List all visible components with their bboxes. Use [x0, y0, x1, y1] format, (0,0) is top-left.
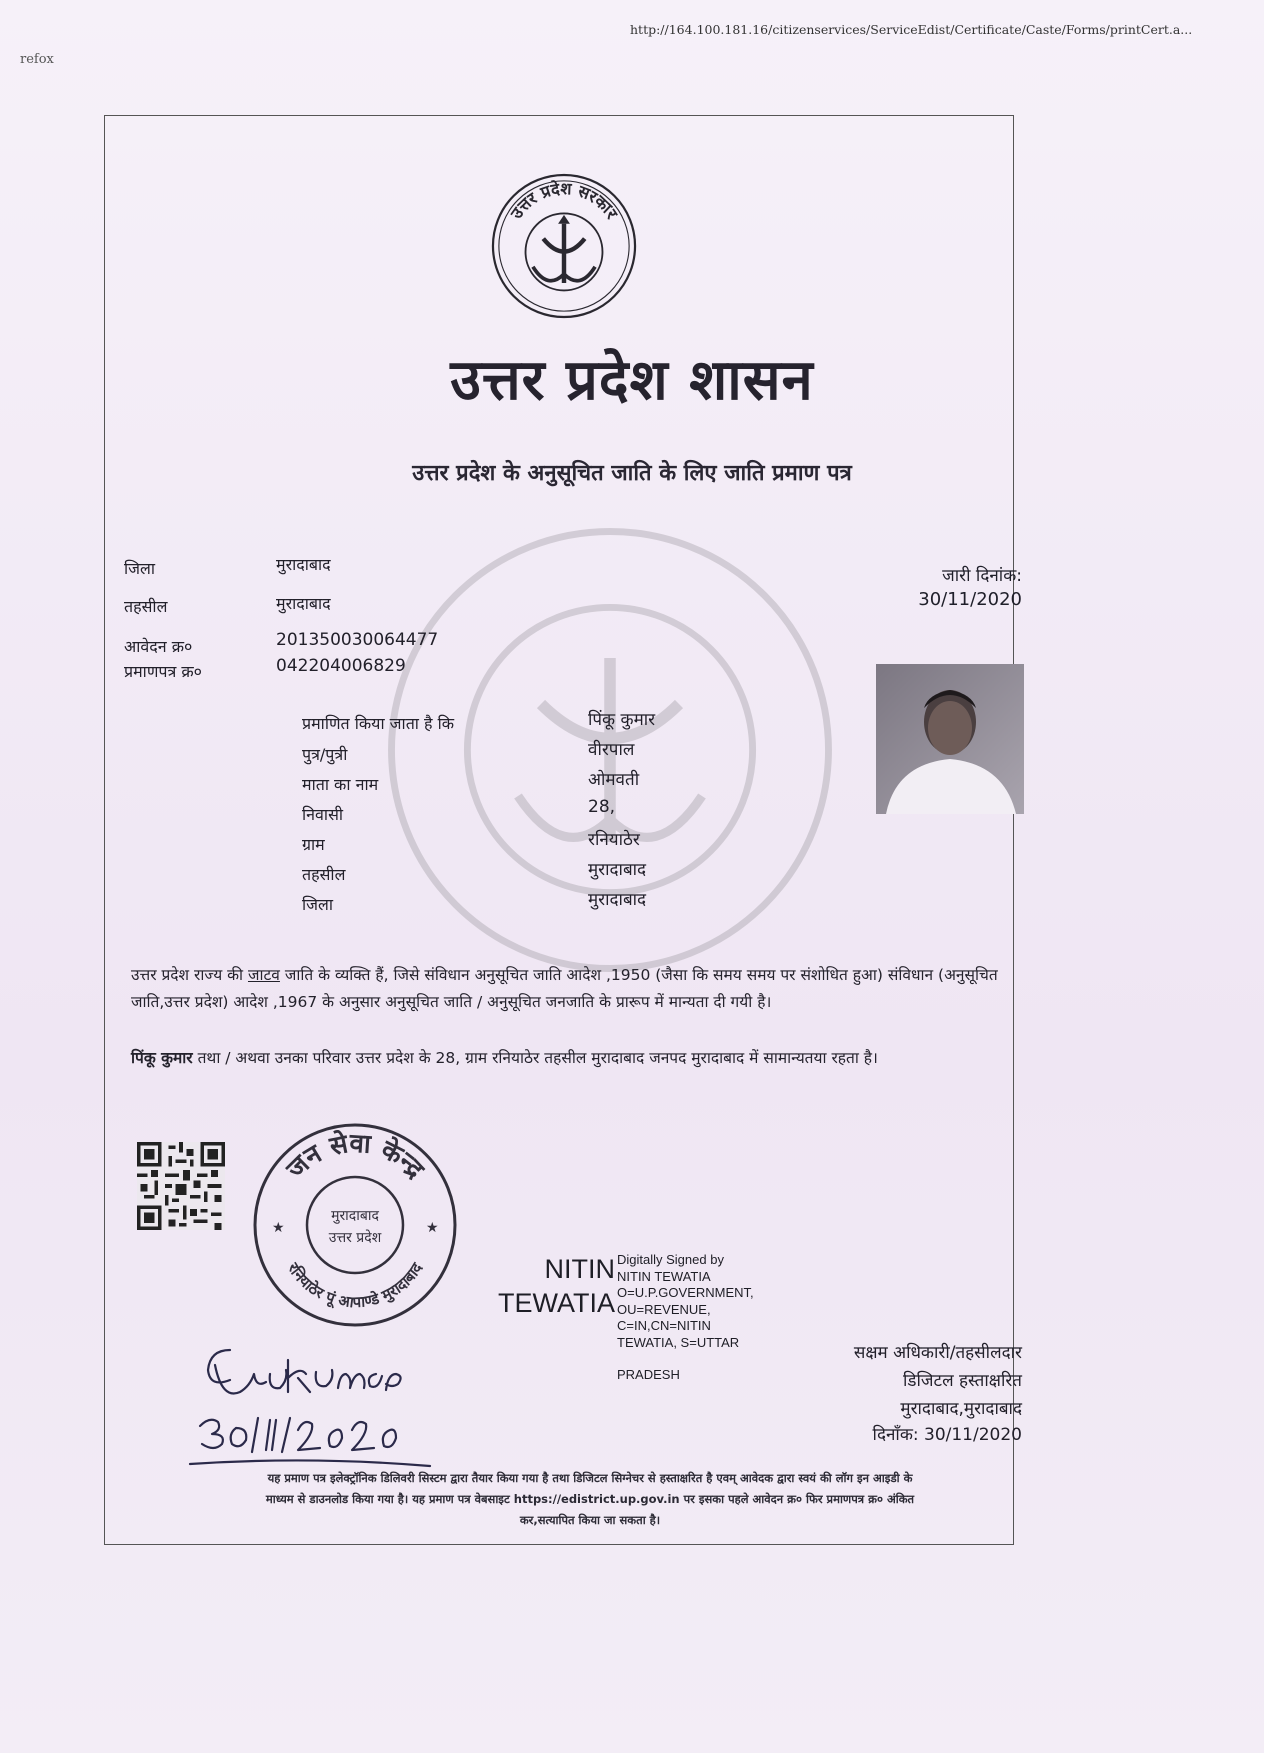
authority-date: दिनाँक: 30/11/2020	[872, 1425, 1022, 1445]
statement-part-1: उत्तर प्रदेश राज्य की	[131, 966, 244, 984]
signature-line: O=U.P.GOVERNMENT,	[617, 1285, 754, 1300]
stamp-bottom-text: रनियाठेर पूं आपाण्डे मुरादाबाद	[284, 1259, 426, 1312]
resident-label: निवासी	[302, 805, 344, 824]
tehsil-value: मुरादाबाद	[276, 594, 331, 613]
handwritten-signature	[170, 1330, 470, 1480]
digital-signer-name	[475, 1252, 615, 1320]
tehsil-label: तहसील	[124, 597, 168, 616]
emblem-text: उत्तर प्रदेश सरकार	[506, 179, 622, 223]
caste-name: जाटव	[247, 966, 280, 984]
stamp-center-line-2: उत्तर प्रदेश	[328, 1230, 382, 1246]
footer-line-1: यह प्रमाण पत्र इलेक्ट्रॉनिक डिलिवरी सिस्टम द्वारा तैयार किया गया है तथा डिजिटल सिग्नेचर से हस्ताक्षरित है एवम् आवेदक द्वारा स्वयं की लॉग इन आइडी के	[267, 1471, 913, 1485]
certificate-number-value: 042204006829	[276, 656, 406, 676]
signer-last-name: TEWATIA	[498, 1288, 615, 1318]
signature-line: NITIN TEWATIA	[617, 1268, 711, 1284]
government-title: उत्तर प्रदेश शासन	[450, 348, 814, 413]
certificate-title: उत्तर प्रदेश के अनुसूचित जाति के लिए जाति प्रमाण पत्र	[412, 461, 852, 486]
print-url: http://164.100.181.16/citizenservices/ServiceEdist/Certificate/Caste/Forms/printCert.a...	[630, 22, 1193, 37]
svg-text:★: ★	[426, 1220, 439, 1236]
detail-tehsil-label: तहसील	[302, 865, 346, 884]
applicant-photo	[876, 664, 1024, 814]
village-value: रनियाठेर	[588, 830, 640, 850]
father-name: वीरपाल	[588, 740, 635, 760]
authority-signed: डिजिटल हस्ताक्षरित	[903, 1371, 1022, 1391]
authority-designation: सक्षम अधिकारी/तहसीलदार	[853, 1343, 1022, 1363]
certificate-number-label: प्रमाणपत्र क्र०	[124, 662, 202, 681]
verification-footer	[140, 1468, 1040, 1531]
certified-label: प्रमाणित किया जाता है कि	[302, 714, 455, 733]
statement-part-2: जाति के व्यक्ति हैं, जिसे संविधान अनुसूचित जाति आदेश ,1950 (जैसा कि समय समय पर संशोधित हुआ) संविधान (अनुसूचित जाति,उत्तर प्रदेश) आदेश ,1967 के अनुसार अनुसूचित जाति / अनुसूचित जनजाति के प्रारूप में मान्यता दी गयी है।	[131, 966, 998, 1011]
browser-name: refox	[20, 52, 54, 67]
detail-district-value: मुरादाबाद	[588, 890, 647, 910]
svg-text:रनियाठेर पूं आपाण्डे मुरादाबाद	[284, 1259, 427, 1312]
svg-text:★: ★	[272, 1220, 285, 1236]
signature-line: Digitally Signed by	[617, 1252, 724, 1267]
residence-name: पिंकू कुमार	[131, 1049, 193, 1067]
residence-statement	[131, 1045, 1021, 1072]
child-of-label: पुत्र/पुत्री	[302, 745, 348, 764]
applicant-name: पिंकू कुमार	[588, 710, 656, 730]
application-number-value: 201350030064477	[276, 630, 439, 650]
mother-name: ओमवती	[588, 770, 640, 790]
qr-code-icon	[137, 1142, 225, 1230]
application-number-label: आवेदन क्र०	[124, 637, 193, 656]
stamp-top-text: जन सेवा केन्द्र	[280, 1128, 430, 1185]
issue-date-label: जारी दिनांक:	[942, 566, 1022, 586]
mother-label: माता का नाम	[302, 775, 379, 794]
footer-line-3: कर,सत्यापित किया जा सकता है।	[519, 1513, 661, 1527]
village-label: ग्राम	[302, 835, 325, 854]
signature-line: C=IN,CN=NITIN	[617, 1318, 711, 1333]
residence-text: तथा / अथवा उनका परिवार उत्तर प्रदेश के 28, ग्राम रनियाठेर तहसील मुरादाबाद जनपद मुरादाबाद में सामान्यतया रहता है।	[197, 1049, 878, 1067]
issue-date-value: 30/11/2020	[918, 589, 1022, 610]
digital-signature-details	[617, 1252, 787, 1384]
signature-line: OU=REVENUE,	[617, 1301, 711, 1317]
signature-line: TEWATIA, S=UTTAR	[617, 1334, 740, 1350]
resident-value: 28,	[588, 797, 616, 817]
caste-statement	[131, 962, 1021, 1016]
up-government-emblem-icon	[490, 172, 638, 320]
district-label: जिला	[124, 559, 156, 578]
signature-line: PRADESH	[617, 1367, 680, 1382]
detail-district-label: जिला	[302, 895, 334, 914]
jan-seva-kendra-stamp	[250, 1120, 460, 1330]
detail-tehsil-value: मुरादाबाद	[588, 860, 647, 880]
signer-first-name: NITIN	[544, 1254, 615, 1284]
footer-line-2: माध्यम से डाउनलोड किया गया है। यह प्रमाण पत्र वेबसाइट https://edistrict.up.gov.in पर इसका पहले आवेदन क्र० फिर प्रमाणपत्र क्र० अंकित	[265, 1492, 915, 1506]
district-value: मुरादाबाद	[276, 555, 331, 574]
authority-location: मुरादाबाद,मुरादाबाद	[900, 1399, 1022, 1419]
stamp-center-line-1: मुरादाबाद	[331, 1208, 379, 1224]
